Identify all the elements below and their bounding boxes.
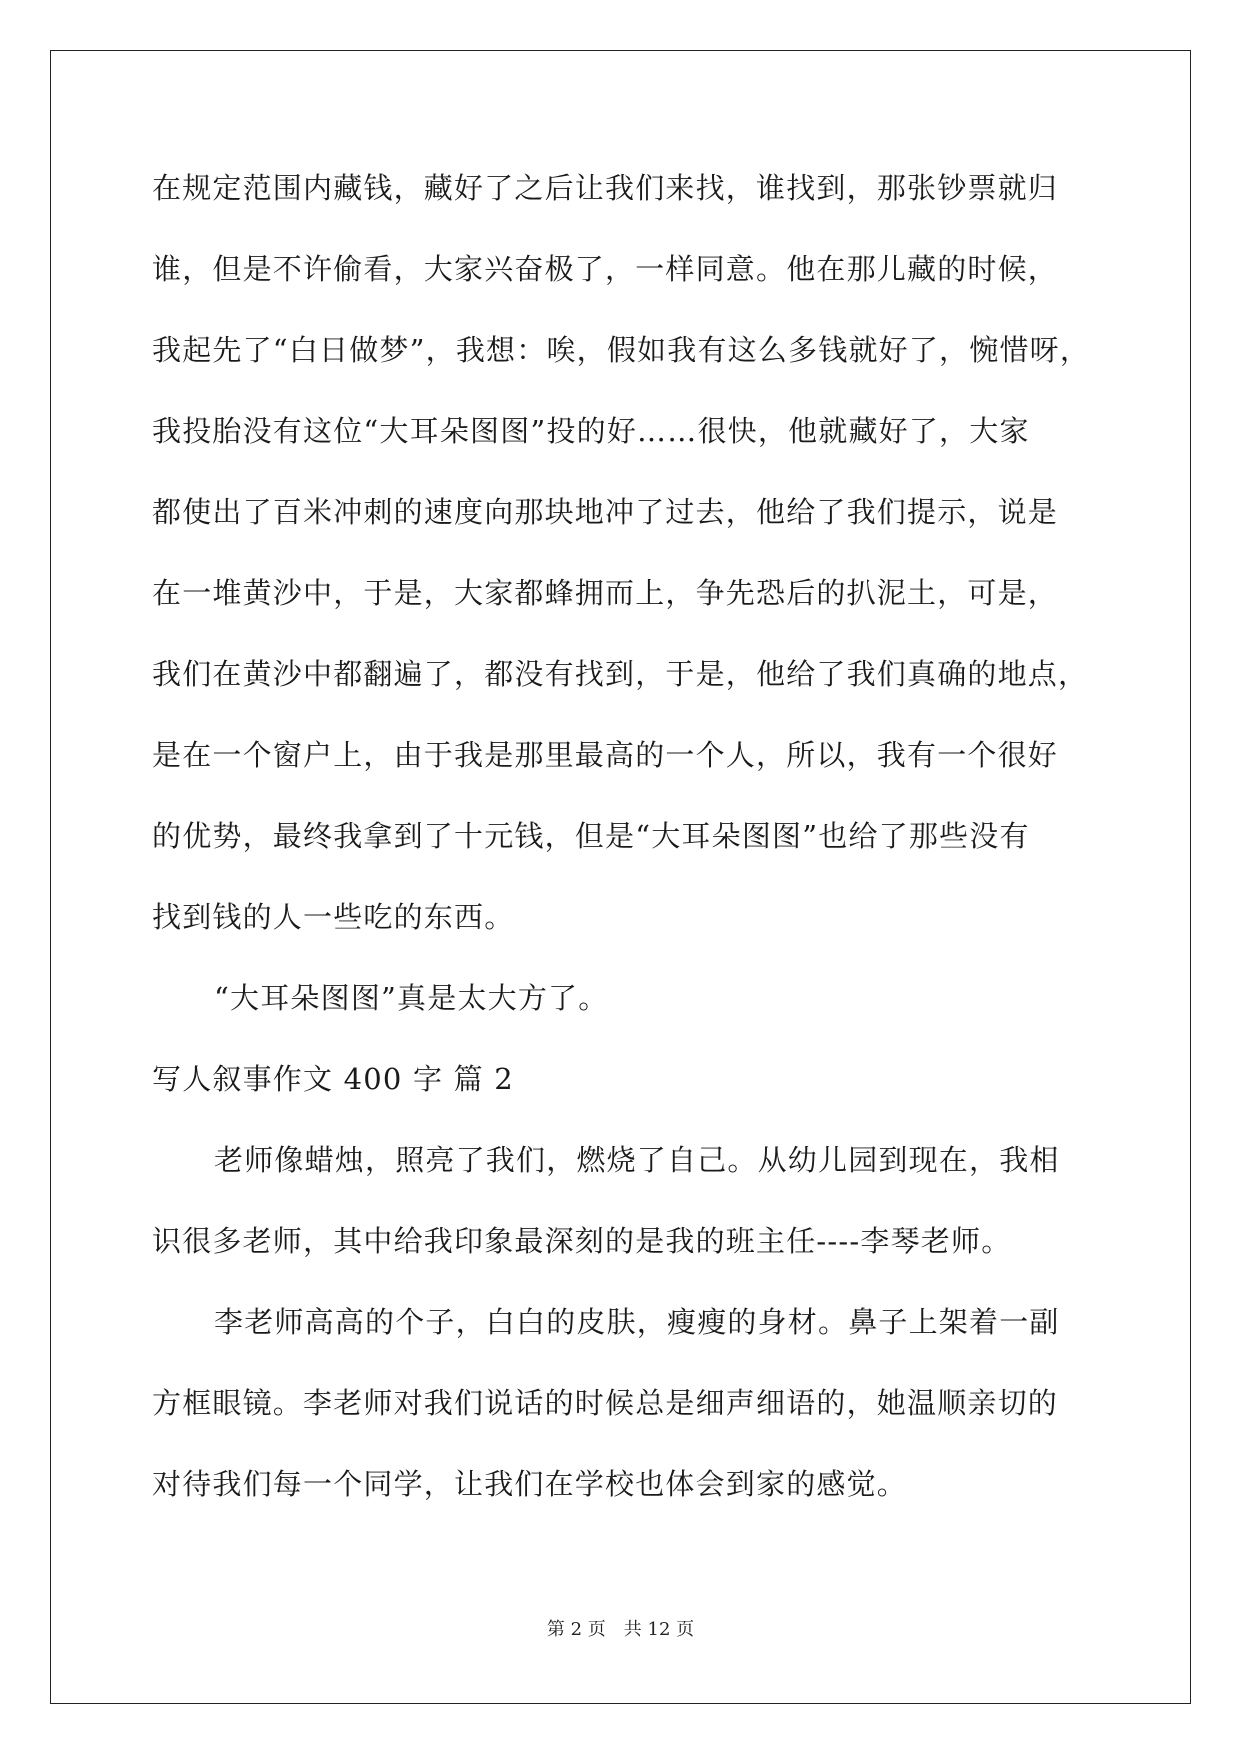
paragraph-line: 的优势，最终我拿到了十元钱，但是“大耳朵图图”也给了那些没有 (152, 819, 1030, 853)
paragraph-line: 我投胎没有这位“大耳朵图图”投的好……很快，他就藏好了，大家 (152, 414, 1030, 448)
document-body (152, 158, 1092, 1535)
page-footer (0, 1615, 1241, 1641)
paragraph-line: “大耳朵图图”真是太大方了。 (214, 981, 609, 1015)
paragraph-line: 对待我们每一个同学，让我们在学校也体会到家的感觉。 (152, 1467, 908, 1501)
paragraph-line: 李老师高高的个子，白白的皮肤，瘦瘦的身材。鼻子上架着一副 (214, 1305, 1060, 1339)
section-heading: 写人叙事作文 400 字 篇 2 (152, 1062, 514, 1096)
page-total: 共 12 页 (623, 1619, 695, 1640)
paragraph-line: 我起先了“白日做梦”，我想：唉，假如我有这么多钱就好了，惋惜呀， (152, 333, 1091, 367)
paragraph-line: 都使出了百米冲刺的速度向那块地冲了过去，他给了我们提示，说是 (152, 495, 1059, 529)
paragraph-line: 在一堆黄沙中，于是，大家都蜂拥而上，争先恐后的扒泥土，可是， (152, 576, 1059, 610)
paragraph-line: 老师像蜡烛，照亮了我们，燃烧了自己。从幼儿园到现在，我相 (214, 1143, 1060, 1177)
paragraph-line: 是在一个窗户上，由于我是那里最高的一个人，所以，我有一个很好 (152, 738, 1059, 772)
paragraph-line: 识很多老师，其中给我印象最深刻的是我的班主任----李琴老师。 (152, 1224, 1012, 1258)
paragraph-line: 我们在黄沙中都翻遍了，都没有找到，于是，他给了我们真确的地点， (152, 657, 1089, 691)
paragraph-line: 谁，但是不许偷看，大家兴奋极了，一样同意。他在那儿藏的时候， (152, 252, 1059, 286)
paragraph-line: 在规定范围内藏钱，藏好了之后让我们来找，谁找到，那张钞票就归 (152, 171, 1059, 205)
paragraph-line: 方框眼镜。李老师对我们说话的时候总是细声细语的，她温顺亲切的 (152, 1386, 1059, 1420)
paragraph-line: 找到钱的人一些吃的东西。 (152, 900, 515, 934)
page-number: 第 2 页 (546, 1619, 606, 1640)
